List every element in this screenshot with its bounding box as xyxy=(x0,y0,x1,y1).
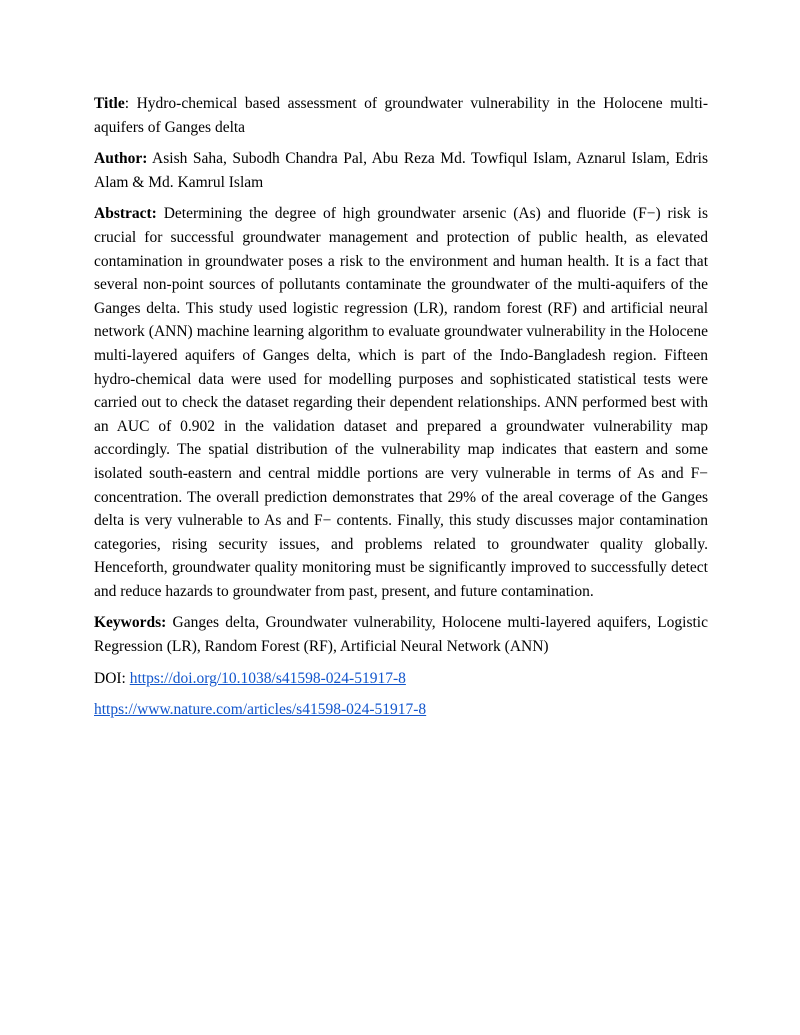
keywords-label: Keywords: xyxy=(94,614,167,632)
article-link[interactable]: https://www.nature.com/articles/s41598-024-51917-8 xyxy=(94,701,427,719)
abstract-label: Abstract: xyxy=(94,205,157,223)
author-text: Asish Saha, Subodh Chandra Pal, Abu Reza Md. Towfiqul Islam, Aznarul Islam, Edris Alam & Md. Kamrul Islam xyxy=(94,150,708,191)
doi-link[interactable]: https://doi.org/10.1038/s41598-024-51917-8 xyxy=(129,669,406,687)
doi-line xyxy=(94,667,708,691)
title-separator: : xyxy=(124,95,137,112)
title-paragraph xyxy=(94,92,708,139)
keywords-paragraph xyxy=(94,611,708,658)
doi-label: DOI: xyxy=(94,669,130,687)
title-text: Hydro-chemical based assessment of groundwater vulnerability in the Holocene multi-aquifers of Ganges delta xyxy=(94,95,709,136)
document-page xyxy=(94,92,708,730)
article-link-line xyxy=(94,698,708,722)
abstract-text: Determining the degree of high groundwater arsenic (As) and fluoride (F−) risk is crucial for successful groundwater management and protection of public health, as elevated contamination in groundwater poses a risk to the environment and human health. It is a fact that several non-point sources of pollutants contaminate the groundwater of the multi-aquifers of the Ganges delta. This study used logistic regression (LR), random forest (RF) and artificial neural network (ANN) machine learning algorithm to evaluate groundwater vulnerability in the Holocene multi-layered aquifers of Ganges delta, which is part of the Indo-Bangladesh region. Fifteen hydro-chemical data were used for modelling purposes and sophisticated statistical tests were carried out to check the dataset regarding their dependent relationships. ANN performed best with an AUC of 0.902 in the validation dataset and prepared a groundwater vulnerability map accordingly. The spatial distribution of the vulnerability map indicates that eastern and some isolated south-eastern and central middle portions are very vulnerable in terms of As and F− concentration. The overall prediction demonstrates that 29% of the areal coverage of the Ganges delta is very vulnerable to As and F− contents. Finally, this study discusses major contamination categories, rising security issues, and problems related to groundwater quality globally. Henceforth, groundwater quality monitoring must be significantly improved to successfully detect and reduce hazards to groundwater from past, present, and future contamination. xyxy=(94,205,708,600)
keywords-text: Ganges delta, Groundwater vulnerability, Holocene multi-layered aquifers, Logistic Regression (LR), Random Forest (RF), Artificial Neural Network (ANN) xyxy=(94,614,708,656)
title-label: Title xyxy=(94,95,125,112)
author-label: Author: xyxy=(94,150,148,168)
author-paragraph xyxy=(94,147,708,194)
abstract-paragraph xyxy=(94,202,708,603)
